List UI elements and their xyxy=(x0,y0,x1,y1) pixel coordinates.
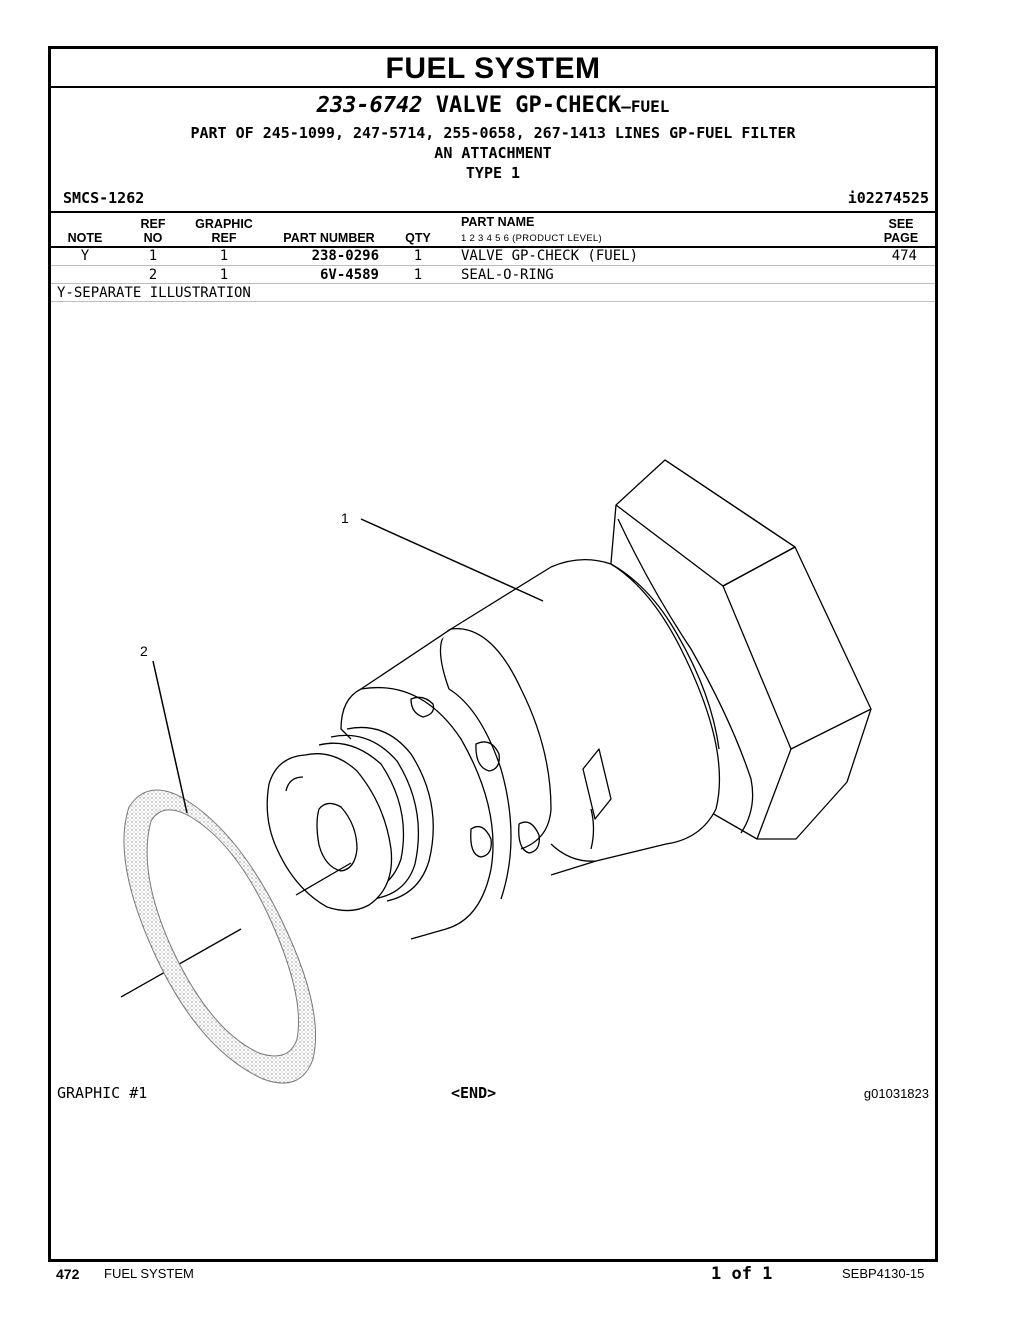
col-ref-no-top: REF xyxy=(140,217,166,231)
footer-doc-number: SEBP4130-15 xyxy=(842,1266,925,1281)
callout-1-leader xyxy=(361,519,543,601)
type-line: TYPE 1 xyxy=(465,164,521,182)
cell-note: Y xyxy=(80,248,90,264)
group-part-name: VALVE GP-CHECK xyxy=(435,93,622,118)
footer-page-number: 472 xyxy=(56,1266,80,1282)
col-qty: QTY xyxy=(405,231,431,245)
cell-graphic-ref: 1 xyxy=(219,248,229,264)
callout-1-label: 1 xyxy=(341,510,349,526)
graphic-label: GRAPHIC #1 xyxy=(57,1084,148,1102)
group-part-number: 233-6742 xyxy=(316,93,423,118)
section-title: FUEL SYSTEM xyxy=(51,49,935,88)
col-part-name: PART NAME xyxy=(461,215,535,229)
cell-qty: 1 xyxy=(413,248,423,264)
callout-2-label: 2 xyxy=(140,643,148,659)
cell-ref-no: 2 xyxy=(148,267,158,283)
col-note: NOTE xyxy=(67,231,103,245)
cell-see-page: 474 xyxy=(891,248,917,264)
attachment-line: AN ATTACHMENT xyxy=(434,144,552,162)
cell-part-number: 238-0296 xyxy=(311,248,379,264)
footnote: Y-SEPARATE ILLUSTRATION xyxy=(57,285,251,301)
product-level-scale: 1 2 3 4 5 6 (PRODUCT LEVEL) xyxy=(461,233,602,244)
col-graphic-ref-top: GRAPHIC xyxy=(195,217,253,231)
exploded-view-illustration xyxy=(51,49,935,1259)
footer-section: FUEL SYSTEM xyxy=(104,1266,194,1281)
col-see-page-top: SEE xyxy=(888,217,914,231)
info-number: i02274525 xyxy=(847,189,929,207)
col-graphic-ref-bottom: REF xyxy=(211,231,237,245)
end-marker: <END> xyxy=(451,1084,497,1102)
col-part-number: PART NUMBER xyxy=(283,231,375,245)
graphic-number: g01031823 xyxy=(863,1086,929,1101)
cell-graphic-ref: 1 xyxy=(219,267,229,283)
cell-qty: 1 xyxy=(413,267,423,283)
cell-part-name: VALVE GP-CHECK (FUEL) xyxy=(461,248,639,264)
cell-part-number: 6V-4589 xyxy=(319,267,379,283)
cell-part-name: SEAL-O-RING xyxy=(461,267,554,283)
group-part-qualifier: —FUEL xyxy=(621,97,670,116)
cell-ref-no: 1 xyxy=(148,248,158,264)
page-frame xyxy=(48,46,938,1262)
footer-page-of: 1 of 1 xyxy=(711,1264,773,1284)
smcs-code: SMCS-1262 xyxy=(63,189,145,207)
col-see-page-bottom: PAGE xyxy=(883,231,919,245)
col-ref-no-bottom: NO xyxy=(143,231,163,245)
part-of-line: PART OF 245-1099, 247-5714, 255-0658, 267-1413 LINES GP-FUEL FILTER xyxy=(190,124,796,142)
